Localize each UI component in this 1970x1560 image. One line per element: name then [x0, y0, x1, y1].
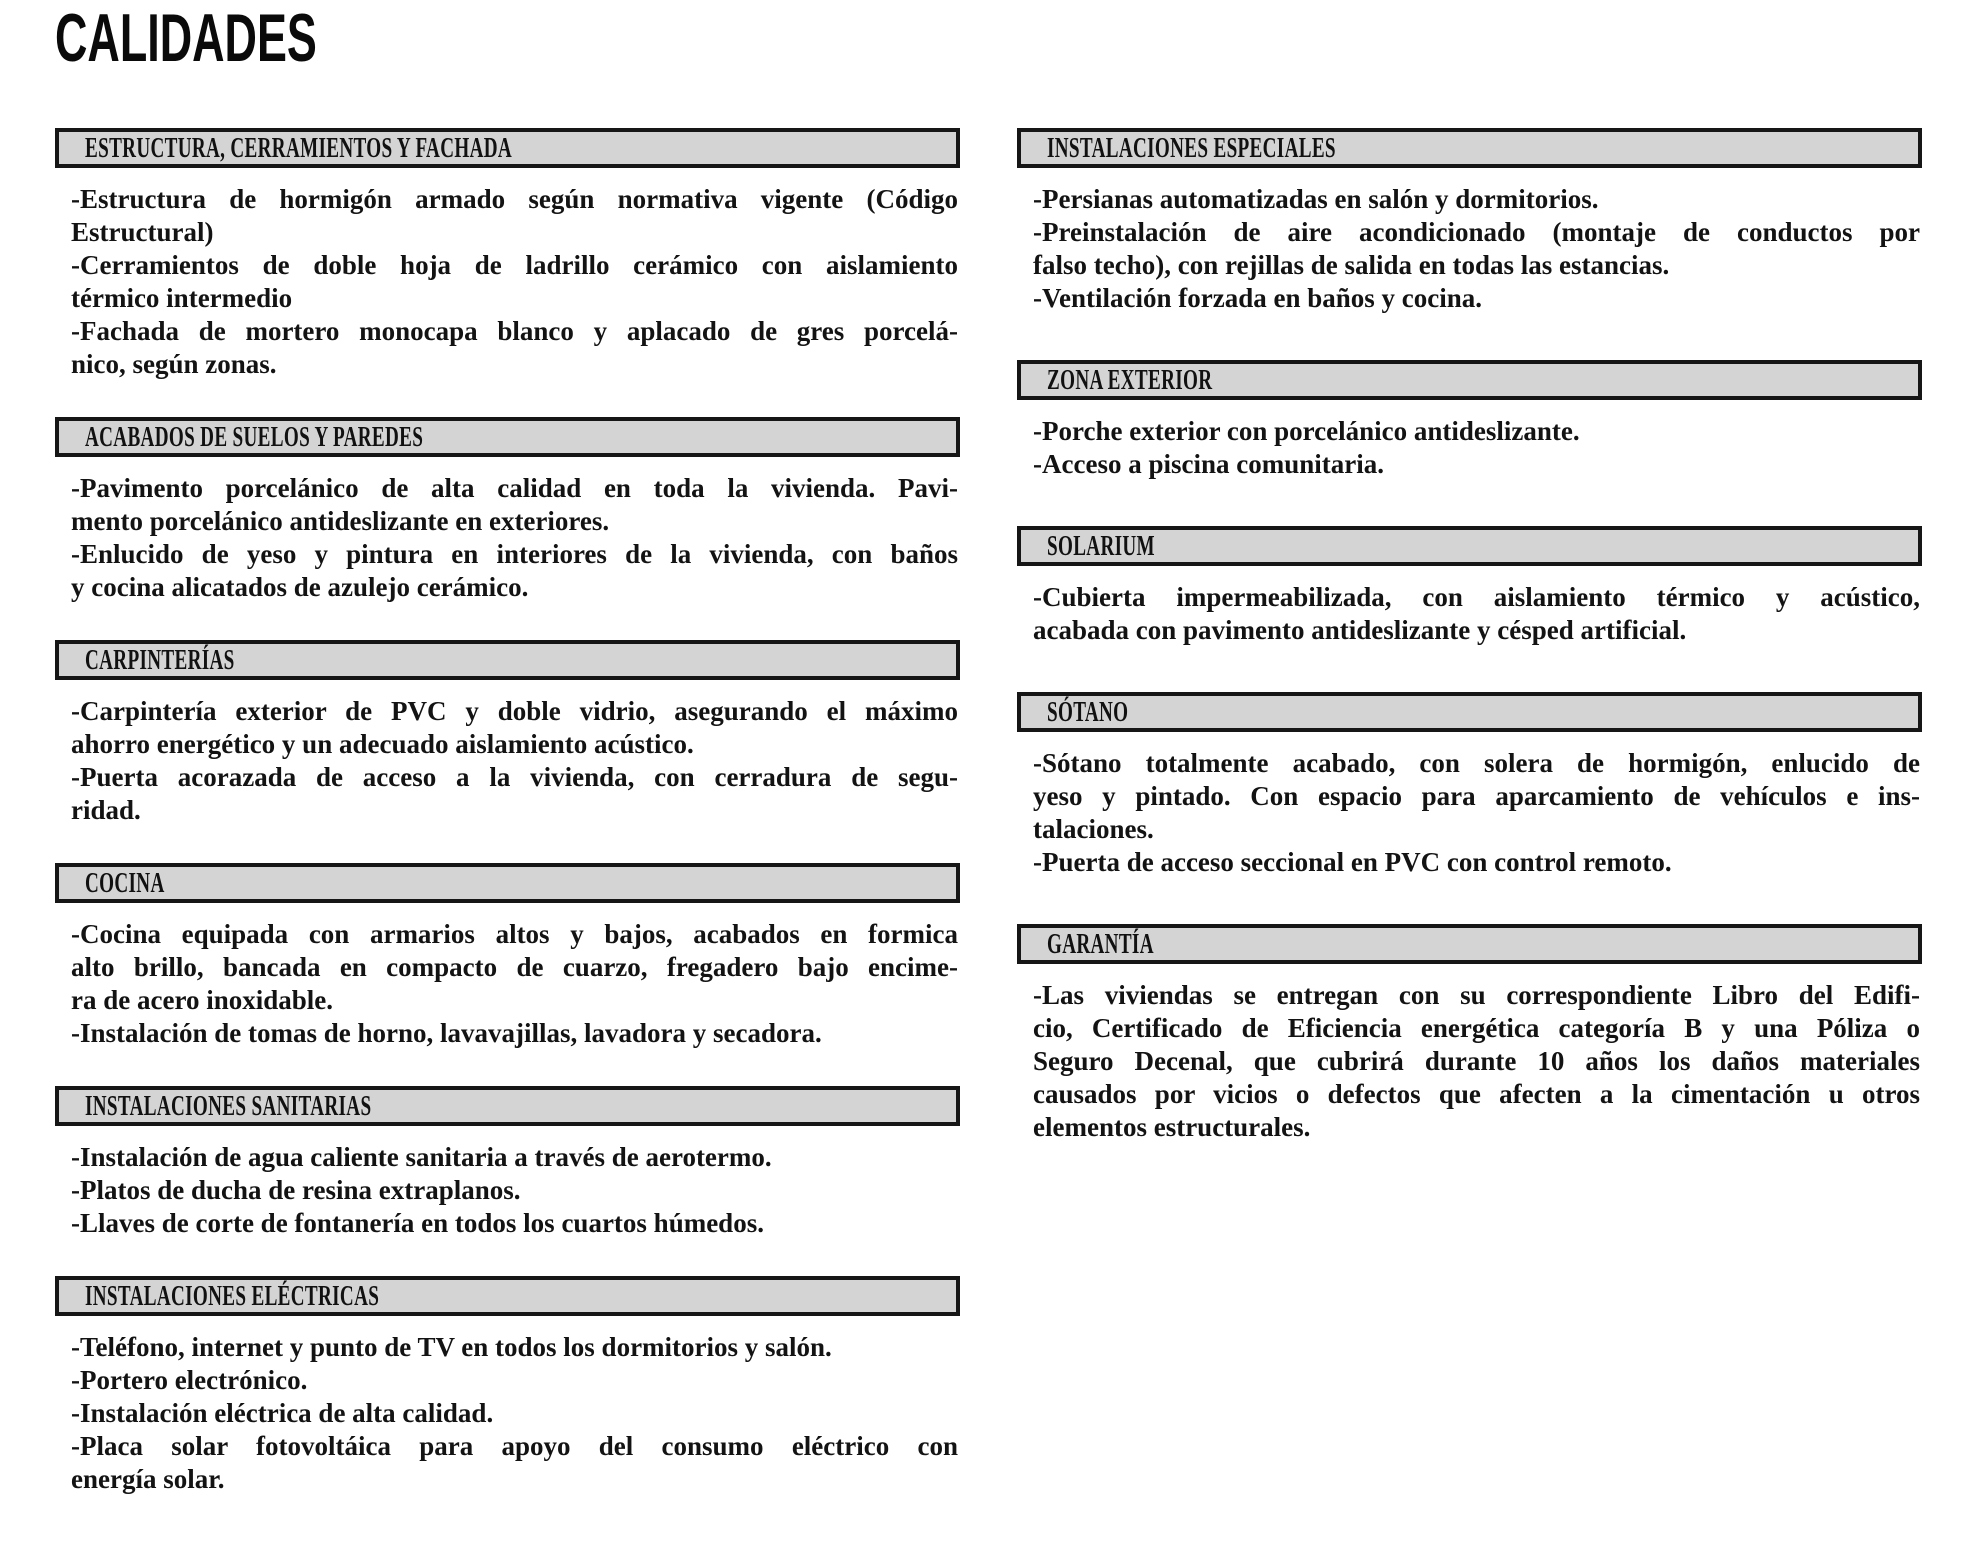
spec-item: [1033, 216, 1920, 282]
text-line: yeso y pintado. Con espacio para aparcamiento de vehículos e ins-: [1033, 781, 1920, 811]
text-line: térmico intermedio: [71, 283, 293, 313]
section-body: [1017, 183, 1922, 315]
left-column: [55, 128, 960, 1532]
section-header: [1017, 526, 1922, 566]
text-line: ahorro energético y un adecuado aislamiento acústico.: [71, 729, 694, 759]
section-garantia: [1017, 924, 1922, 1144]
text-line: Estructural): [71, 217, 214, 247]
text-line: -Enlucido de yeso y pintura en interiores de la vivienda, con baños: [71, 539, 958, 569]
text-line: -Preinstalación de aire acondicionado (montaje de conductos por: [1033, 217, 1920, 247]
section-body: [1017, 581, 1922, 647]
text-line: -Estructura de hormigón armado según normativa vigente (Código: [71, 184, 958, 214]
text-line: -Platos de ducha de resina extraplanos.: [71, 1175, 521, 1205]
text-line: -Persianas automatizadas en salón y dormitorios.: [1033, 184, 1599, 214]
text-line: -Teléfono, internet y punto de TV en todos los dormitorios y salón.: [71, 1332, 832, 1362]
section-header: [55, 128, 960, 168]
text-line: -Instalación eléctrica de alta calidad.: [71, 1398, 494, 1428]
text-line: energía solar.: [71, 1464, 225, 1494]
spec-item: [71, 315, 958, 381]
spec-item: [71, 1364, 958, 1397]
text-line: -Puerta de acceso seccional en PVC con control remoto.: [1033, 847, 1672, 877]
section-header: [55, 417, 960, 457]
section-body: [55, 472, 960, 604]
section-estructura-cerramientos-y-fachada: [55, 128, 960, 381]
text-line: -Instalación de agua caliente sanitaria a través de aerotermo.: [71, 1142, 772, 1172]
section-body: [55, 918, 960, 1050]
section-header-label: INSTALACIONES ELÉCTRICAS: [85, 1280, 380, 1312]
spec-item: [1033, 846, 1920, 879]
spec-item: [71, 183, 958, 249]
text-line: -Cubierta impermeabilizada, con aislamiento térmico y acústico,: [1033, 582, 1920, 612]
text-line: -Porche exterior con porcelánico antideslizante.: [1033, 416, 1580, 446]
spec-item: [71, 538, 958, 604]
text-line: -Cocina equipada con armarios altos y bajos, acabados en formica: [71, 919, 958, 949]
section-body: [55, 183, 960, 381]
text-line: -Puerta acorazada de acceso a la vivienda, con cerradura de segu-: [71, 762, 958, 792]
text-line: elementos estructurales.: [1033, 1112, 1311, 1142]
section-header-label: ACABADOS DE SUELOS Y PAREDES: [85, 421, 424, 453]
text-line: acabada con pavimento antideslizante y césped artificial.: [1033, 615, 1687, 645]
text-line: alto brillo, bancada en compacto de cuarzo, fregadero bajo encime-: [71, 952, 958, 982]
spec-item: [1033, 282, 1920, 315]
right-column: [1017, 128, 1922, 1189]
section-body: [55, 1331, 960, 1496]
text-line: -Placa solar fotovoltáica para apoyo del consumo eléctrico con: [71, 1431, 958, 1461]
section-solarium: [1017, 526, 1922, 647]
text-line: -Las viviendas se entregan con su correspondiente Libro del Edifi-: [1033, 980, 1920, 1010]
section-cocina: [55, 863, 960, 1050]
spec-item: [71, 1174, 958, 1207]
section-sotano: [1017, 692, 1922, 879]
text-line: ra de acero inoxidable.: [71, 985, 333, 1015]
text-line: -Sótano totalmente acabado, con solera de hormigón, enlucido de: [1033, 748, 1920, 778]
section-instalaciones-sanitarias: [55, 1086, 960, 1240]
spec-item: [71, 1017, 958, 1050]
spec-item: [71, 761, 958, 827]
section-header: [55, 1276, 960, 1316]
section-body: [1017, 415, 1922, 481]
text-line: -Pavimento porcelánico de alta calidad en toda la vivienda. Pavi-: [71, 473, 958, 503]
spec-item: [71, 1207, 958, 1240]
text-line: cio, Certificado de Eficiencia energética categoría B y una Póliza o: [1033, 1013, 1920, 1043]
section-header: [55, 1086, 960, 1126]
section-instalaciones-electricas: [55, 1276, 960, 1496]
text-line: nico, según zonas.: [71, 349, 277, 379]
spec-item: [71, 472, 958, 538]
section-header-label: ZONA EXTERIOR: [1047, 364, 1213, 396]
text-line: ridad.: [71, 795, 141, 825]
section-header-label: ESTRUCTURA, CERRAMIENTOS Y FACHADA: [85, 132, 513, 164]
spec-item: [1033, 979, 1920, 1144]
section-header: [1017, 924, 1922, 964]
text-line: -Acceso a piscina comunitaria.: [1033, 449, 1384, 479]
text-line: y cocina alicatados de azulejo cerámico.: [71, 572, 529, 602]
section-header-label: COCINA: [85, 867, 165, 899]
spec-item: [1033, 747, 1920, 846]
section-header-label: INSTALACIONES SANITARIAS: [85, 1090, 372, 1122]
section-body: [1017, 979, 1922, 1144]
section-header-label: SÓTANO: [1047, 696, 1129, 728]
text-line: -Portero electrónico.: [71, 1365, 308, 1395]
text-line: talaciones.: [1033, 814, 1154, 844]
text-line: -Instalación de tomas de horno, lavavajillas, lavadora y secadora.: [71, 1018, 822, 1048]
spec-item: [1033, 581, 1920, 647]
spec-item: [71, 1141, 958, 1174]
text-line: Seguro Decenal, que cubrirá durante 10 años los daños materiales: [1033, 1046, 1920, 1076]
section-header: [1017, 128, 1922, 168]
section-header-label: CARPINTERÍAS: [85, 644, 235, 676]
spec-item: [71, 918, 958, 1017]
text-line: -Carpintería exterior de PVC y doble vidrio, asegurando el máximo: [71, 696, 958, 726]
text-line: -Llaves de corte de fontanería en todos los cuartos húmedos.: [71, 1208, 764, 1238]
spec-item: [1033, 448, 1920, 481]
section-carpinterias: [55, 640, 960, 827]
section-header-label: SOLARIUM: [1047, 530, 1155, 562]
section-zona-exterior: [1017, 360, 1922, 481]
page-title: CALIDADES: [55, 0, 317, 76]
section-header-label: INSTALACIONES ESPECIALES: [1047, 132, 1336, 164]
section-instalaciones-especiales: [1017, 128, 1922, 315]
spec-item: [71, 249, 958, 315]
spec-item: [1033, 183, 1920, 216]
text-line: -Cerramientos de doble hoja de ladrillo cerámico con aislamiento: [71, 250, 958, 280]
spec-item: [71, 695, 958, 761]
text-line: -Ventilación forzada en baños y cocina.: [1033, 283, 1483, 313]
spec-item: [1033, 415, 1920, 448]
spec-item: [71, 1331, 958, 1364]
section-body: [55, 695, 960, 827]
section-body: [1017, 747, 1922, 879]
text-line: causados por vicios o defectos que afecten a la cimentación u otros: [1033, 1079, 1920, 1109]
text-line: falso techo), con rejillas de salida en todas las estancias.: [1033, 250, 1670, 280]
spec-item: [71, 1397, 958, 1430]
section-body: [55, 1141, 960, 1240]
section-header: [55, 640, 960, 680]
spec-item: [71, 1430, 958, 1496]
section-header: [1017, 360, 1922, 400]
section-header-label: GARANTÍA: [1047, 928, 1154, 960]
section-acabados-de-suelos-y-paredes: [55, 417, 960, 604]
text-line: -Fachada de mortero monocapa blanco y aplacado de gres porcelá-: [71, 316, 958, 346]
section-header: [55, 863, 960, 903]
section-header: [1017, 692, 1922, 732]
text-line: mento porcelánico antideslizante en exteriores.: [71, 506, 610, 536]
